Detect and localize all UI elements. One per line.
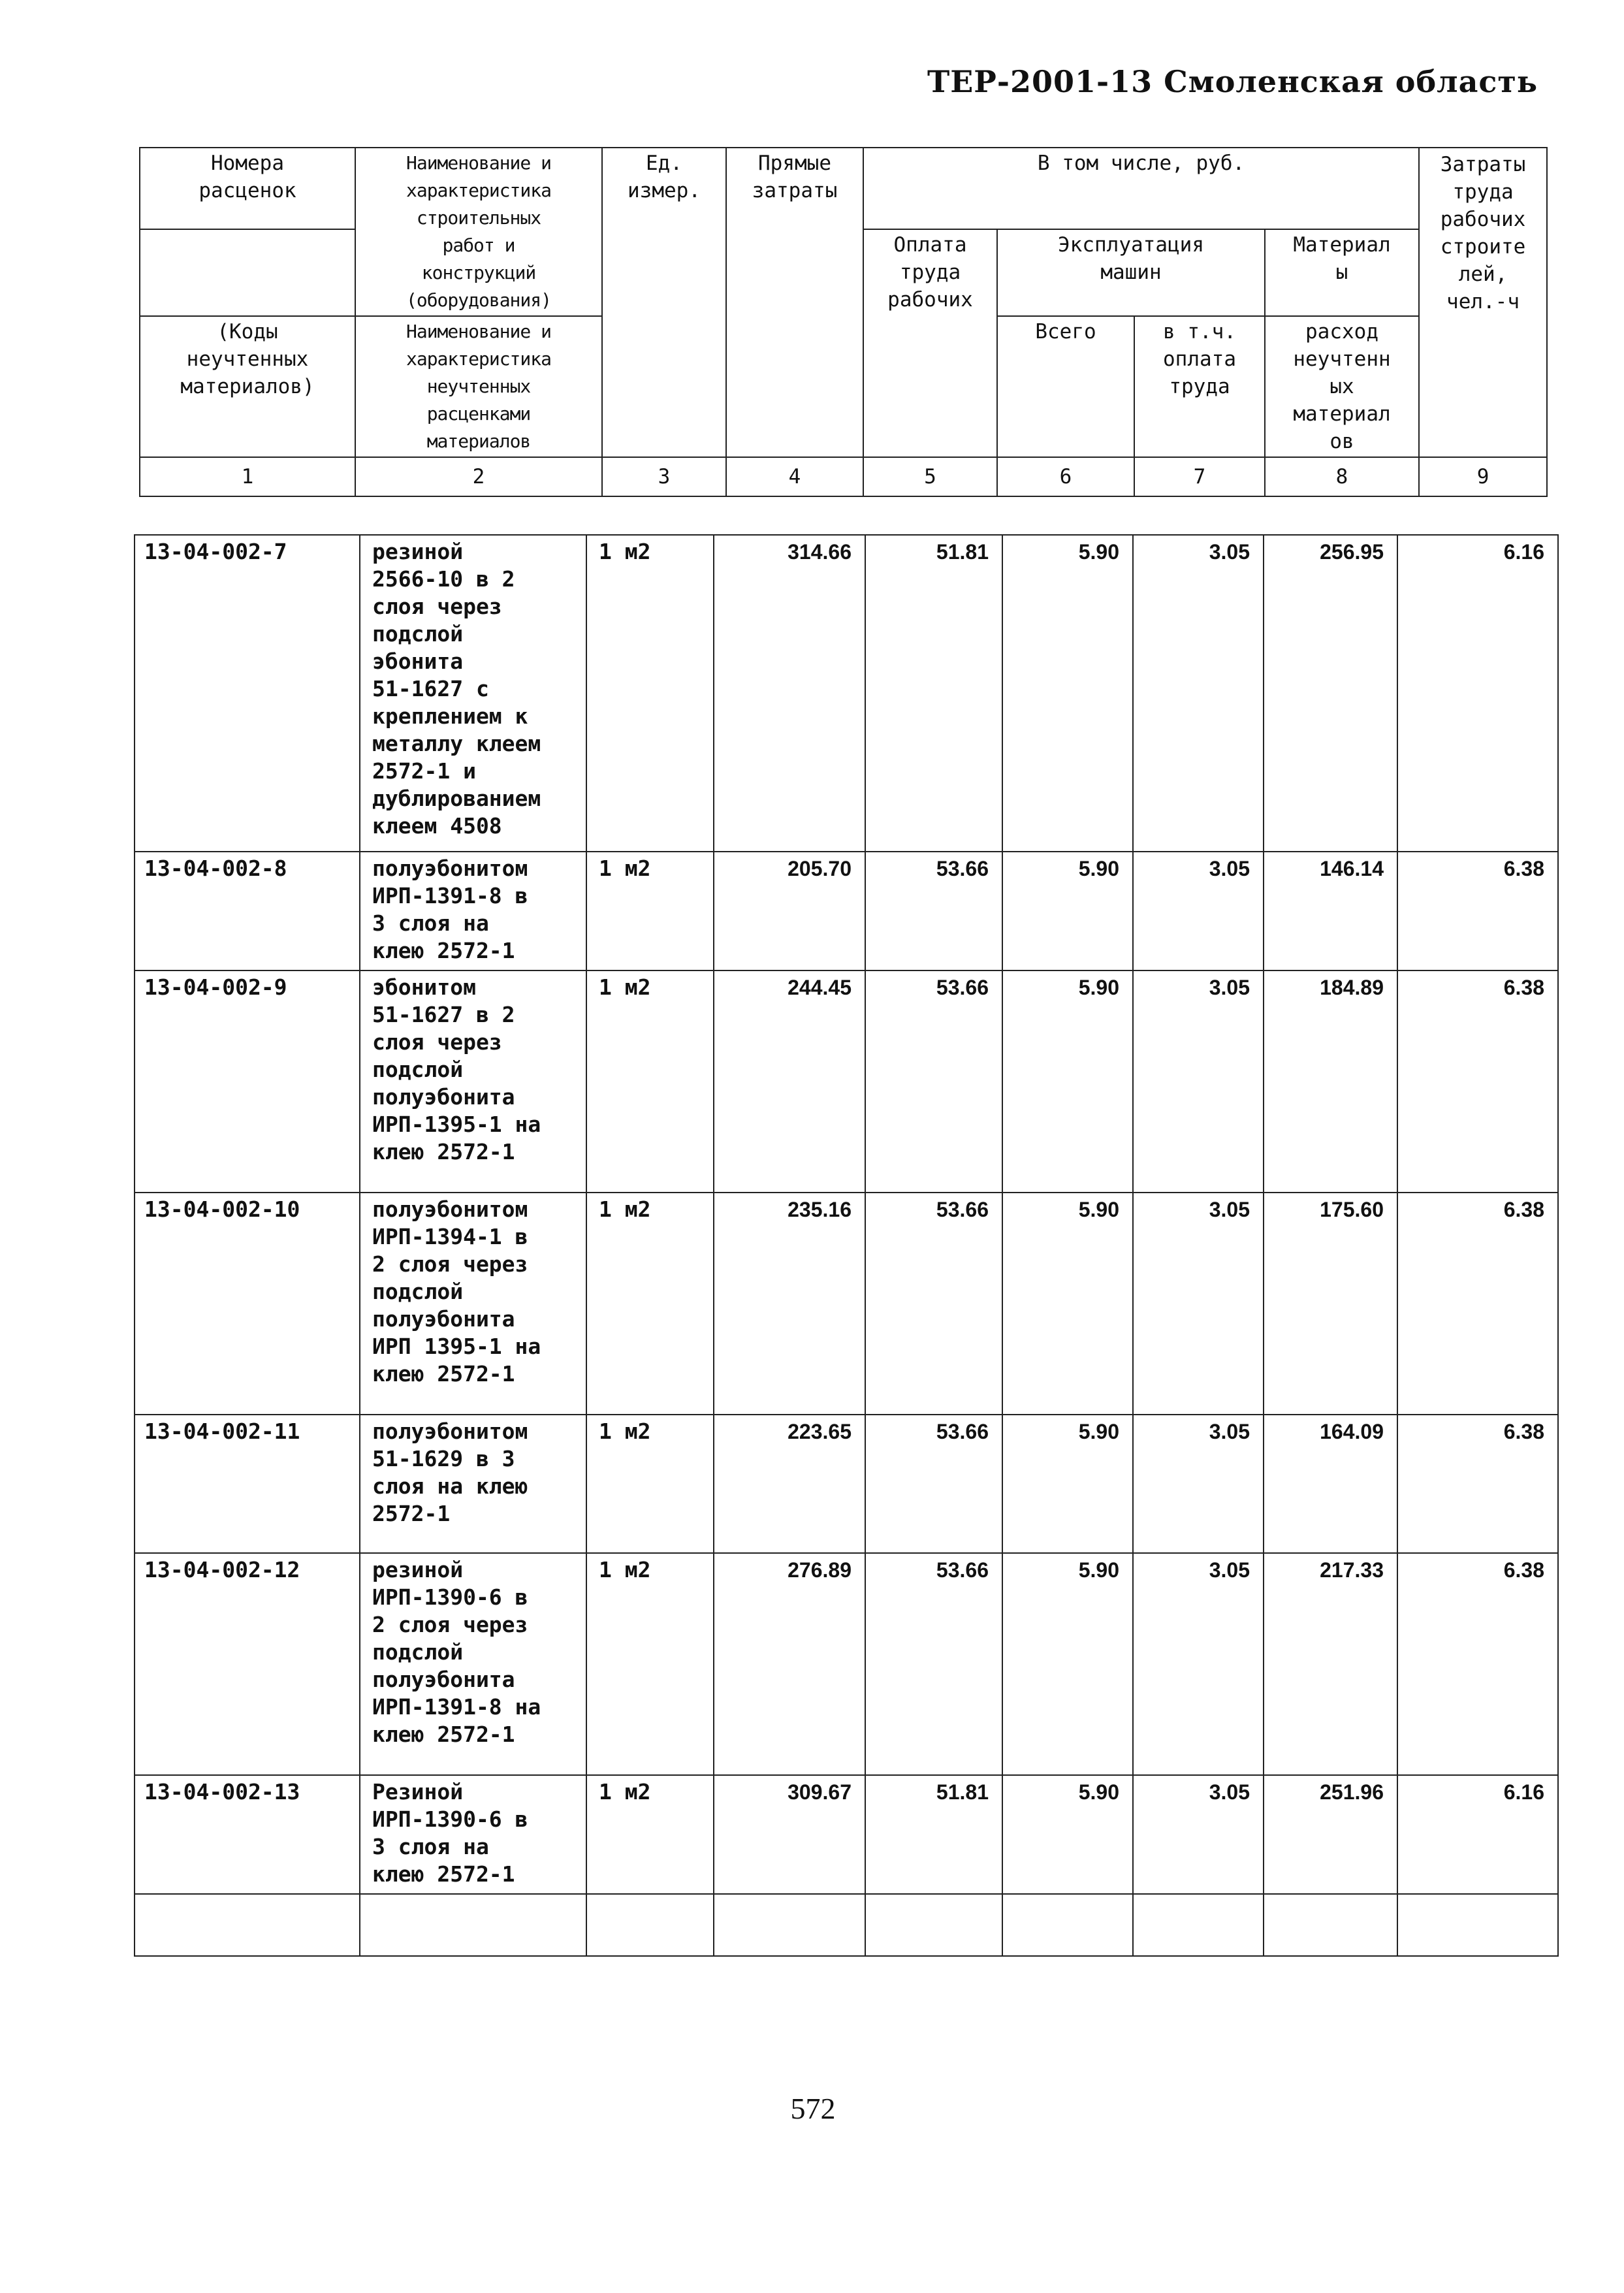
machines-labor-cell: 3.05 [1133, 1415, 1264, 1553]
column-header-table [139, 147, 1548, 497]
labor-hours-cell: 6.38 [1397, 970, 1558, 1193]
header-material-codes: (Коды неучтенных материалов) [140, 316, 355, 457]
unit-of-measure-cell: 1 м2 [586, 535, 714, 852]
table-row [135, 852, 1558, 970]
work-name-cell: эбонитом 51-1627 в 2 слоя через подслой полуэбонита ИРП-1395-1 на клею 2572-1 [360, 970, 586, 1193]
direct-costs-cell: 314.66 [714, 535, 865, 852]
materials-cell: 175.60 [1264, 1193, 1397, 1415]
header-machines-total: Всего [997, 316, 1134, 457]
page-number: 572 [790, 2092, 836, 2125]
machines-labor-cell: 3.05 [1133, 970, 1264, 1193]
table-row [135, 535, 1558, 852]
header-including: В том числе, руб. [863, 148, 1419, 229]
rate-code-cell: 13-04-002-7 [135, 535, 360, 852]
work-name-cell: полуэбонитом ИРП-1391-8 в 3 слоя на клею 2572-1 [360, 852, 586, 970]
direct-costs-cell: 276.89 [714, 1553, 865, 1775]
work-name-cell: резиной 2566-10 в 2 слоя через подслой эбонита 51-1627 с креплением к металлу клеем 2572-1 и дублированием клеем 4508 [360, 535, 586, 852]
work-name-cell: полуэбонитом ИРП-1394-1 в 2 слоя через подслой полуэбонита ИРП 1395-1 на клею 2572-1 [360, 1193, 586, 1415]
unit-of-measure-cell: 1 м2 [586, 1553, 714, 1775]
work-name-cell: Резиной ИРП-1390-6 в 3 слоя на клею 2572-1 [360, 1775, 586, 1894]
table-bottom-spacer [135, 1894, 1558, 1956]
machines-labor-cell: 3.05 [1133, 1553, 1264, 1775]
labor-pay-cell: 53.66 [865, 1553, 1002, 1775]
table-row [135, 970, 1558, 1193]
table-row [135, 1553, 1558, 1775]
labor-pay-cell: 53.66 [865, 1193, 1002, 1415]
materials-cell: 217.33 [1264, 1553, 1397, 1775]
direct-costs-cell: 223.65 [714, 1415, 865, 1553]
header-material-consumption: расход неучтенн ых материал ов [1265, 316, 1419, 457]
page-title: ТЕР-2001-13 Смоленская область [927, 64, 1538, 99]
column-number: 1 [140, 457, 355, 496]
machines-total-cell: 5.90 [1002, 970, 1133, 1193]
unit-of-measure-cell: 1 м2 [586, 852, 714, 970]
header-rate-number: Номера расценок [140, 148, 355, 229]
column-number: 3 [602, 457, 726, 496]
header-direct-costs: Прямые затраты [726, 148, 863, 457]
rate-code-cell: 13-04-002-8 [135, 852, 360, 970]
column-number: 7 [1134, 457, 1265, 496]
labor-hours-cell: 6.38 [1397, 1415, 1558, 1553]
rate-code-cell: 13-04-002-9 [135, 970, 360, 1193]
machines-labor-cell: 3.05 [1133, 852, 1264, 970]
header-machines: Эксплуатация машин [997, 229, 1265, 316]
direct-costs-cell: 244.45 [714, 970, 865, 1193]
labor-hours-cell: 6.16 [1397, 1775, 1558, 1894]
unit-of-measure-cell: 1 м2 [586, 1193, 714, 1415]
machines-total-cell: 5.90 [1002, 1193, 1133, 1415]
column-number: 6 [997, 457, 1134, 496]
rate-code-cell: 13-04-002-11 [135, 1415, 360, 1553]
labor-pay-cell: 53.66 [865, 970, 1002, 1193]
machines-total-cell: 5.90 [1002, 535, 1133, 852]
header-material-names: Наименование и характеристика неучтенных расценками материалов [355, 316, 602, 457]
materials-cell: 146.14 [1264, 852, 1397, 970]
table-row [135, 1775, 1558, 1894]
unit-of-measure-cell: 1 м2 [586, 1415, 714, 1553]
machines-total-cell: 5.90 [1002, 1415, 1133, 1553]
labor-hours-cell: 6.38 [1397, 852, 1558, 970]
rate-code-cell: 13-04-002-10 [135, 1193, 360, 1415]
machines-total-cell: 5.90 [1002, 852, 1133, 970]
header-machines-labor: в т.ч. оплата труда [1134, 316, 1265, 457]
rate-code-cell: 13-04-002-12 [135, 1553, 360, 1775]
machines-labor-cell: 3.05 [1133, 535, 1264, 852]
materials-cell: 164.09 [1264, 1415, 1397, 1553]
header-rate-number-spacer [140, 229, 355, 316]
header-labor-pay: Оплата труда рабочих [863, 229, 997, 457]
table-row [135, 1415, 1558, 1553]
labor-pay-cell: 53.66 [865, 852, 1002, 970]
work-name-cell: полуэбонитом 51-1629 в 3 слоя на клею 2572-1 [360, 1415, 586, 1553]
rate-code-cell: 13-04-002-13 [135, 1775, 360, 1894]
materials-cell: 256.95 [1264, 535, 1397, 852]
machines-total-cell: 5.90 [1002, 1775, 1133, 1894]
column-number: 8 [1265, 457, 1419, 496]
direct-costs-cell: 235.16 [714, 1193, 865, 1415]
labor-hours-cell: 6.38 [1397, 1193, 1558, 1415]
labor-hours-cell: 6.16 [1397, 535, 1558, 852]
unit-of-measure-cell: 1 м2 [586, 970, 714, 1193]
materials-cell: 251.96 [1264, 1775, 1397, 1894]
materials-cell: 184.89 [1264, 970, 1397, 1193]
unit-of-measure-cell: 1 м2 [586, 1775, 714, 1894]
column-number: 2 [355, 457, 602, 496]
labor-pay-cell: 53.66 [865, 1415, 1002, 1553]
column-number: 9 [1419, 457, 1547, 496]
rates-table [134, 534, 1559, 1957]
column-number: 5 [863, 457, 997, 496]
labor-pay-cell: 51.81 [865, 535, 1002, 852]
header-unit: Ед. измер. [602, 148, 726, 457]
table-row [135, 1193, 1558, 1415]
labor-pay-cell: 51.81 [865, 1775, 1002, 1894]
labor-hours-cell: 6.38 [1397, 1553, 1558, 1775]
direct-costs-cell: 205.70 [714, 852, 865, 970]
work-name-cell: резиной ИРП-1390-6 в 2 слоя через подслой полуэбонита ИРП-1391-8 на клею 2572-1 [360, 1553, 586, 1775]
header-labor-hours: Затраты труда рабочих строите лей, чел.-ч [1419, 148, 1547, 457]
machines-total-cell: 5.90 [1002, 1553, 1133, 1775]
column-number: 4 [726, 457, 863, 496]
machines-labor-cell: 3.05 [1133, 1775, 1264, 1894]
machines-labor-cell: 3.05 [1133, 1193, 1264, 1415]
direct-costs-cell: 309.67 [714, 1775, 865, 1894]
header-work-name: Наименование и характеристика строительных работ и конструкций (оборудования) [355, 148, 602, 316]
header-materials: Материал ы [1265, 229, 1419, 316]
